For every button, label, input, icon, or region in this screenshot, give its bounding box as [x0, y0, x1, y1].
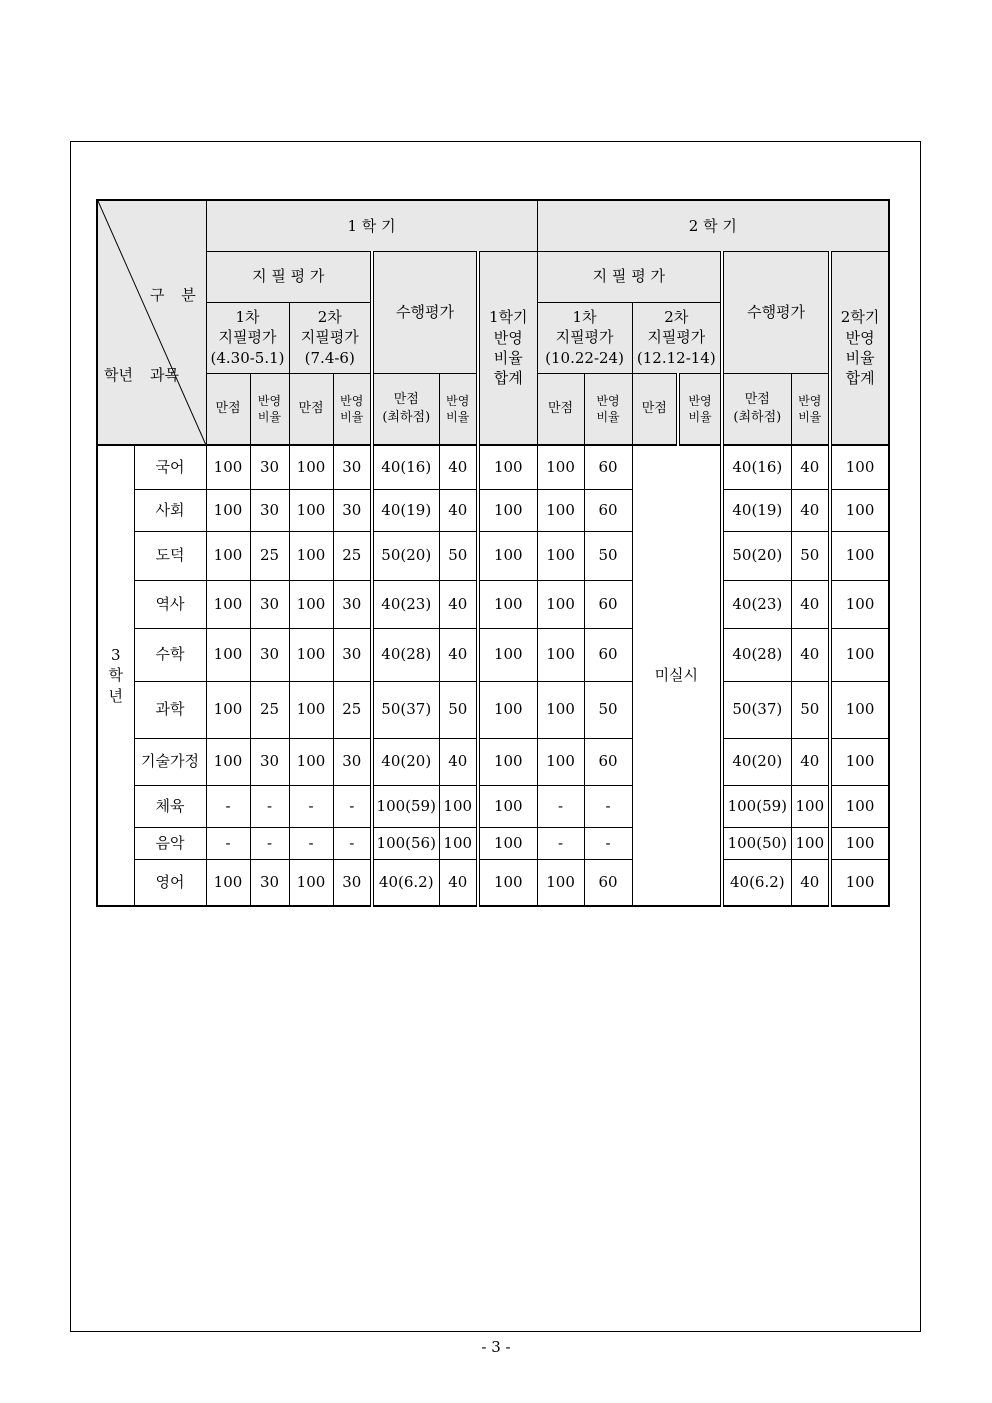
- subject-name: 체육: [134, 785, 206, 827]
- s2-exam1-header: 1차 지필평가 (10.22-24): [537, 302, 632, 373]
- s1-exam1-header: 1차 지필평가 (4.30-5.1): [206, 302, 289, 373]
- s2-written-header: 지 필 평 가: [537, 251, 722, 302]
- grade-label-char: 3: [110, 646, 121, 665]
- s2-total-header: 2학기 반영 비율 합계: [830, 251, 889, 445]
- s1-total-value: 100: [478, 827, 537, 859]
- s2-perf-ratio-value: 40: [791, 489, 830, 531]
- s1-perf-ratio-value: 40: [439, 580, 478, 628]
- s2-e1-full-value: 100: [537, 738, 584, 785]
- table-row: [97, 628, 889, 681]
- s1-e2-full-value: 100: [289, 580, 333, 628]
- s2-e1-ratio-value: 50: [584, 531, 632, 580]
- subject-name: 역사: [134, 580, 206, 628]
- s2-e1-ratio: 반영 비율: [584, 373, 632, 445]
- grade-label-char: 년: [108, 686, 123, 705]
- subject-name: 수학: [134, 628, 206, 681]
- s1-perf-ratio-value: 100: [439, 785, 478, 827]
- s1-e1-ratio-value: 30: [250, 738, 289, 785]
- table-row: [97, 489, 889, 531]
- s1-e2-full-value: -: [289, 785, 333, 827]
- s2-e1-ratio-value: 60: [584, 738, 632, 785]
- s2-perf-full-value: 40(23): [722, 580, 791, 628]
- s1-perf-ratio-value: 40: [439, 489, 478, 531]
- s1-e1-ratio-value: -: [250, 827, 289, 859]
- s1-perf-full-value: 100(59): [372, 785, 439, 827]
- s1-perf-ratio-value: 100: [439, 827, 478, 859]
- s1-e1-ratio: 반영 비율: [250, 373, 289, 445]
- s1-perf-ratio-value: 40: [439, 738, 478, 785]
- s2-perf-full-value: 50(37): [722, 681, 791, 738]
- s2-e1-ratio-value: 60: [584, 445, 632, 489]
- s1-total-value: 100: [478, 531, 537, 580]
- s2-perf-ratio-value: 50: [791, 531, 830, 580]
- s1-e1-ratio-value: 25: [250, 531, 289, 580]
- s1-perf-ratio: 반영 비율: [439, 373, 478, 445]
- s1-perf-ratio-value: 50: [439, 531, 478, 580]
- s1-e2-full-value: 100: [289, 531, 333, 580]
- s2-e1-full-value: 100: [537, 489, 584, 531]
- subject-name: 기술가정: [134, 738, 206, 785]
- s1-total-value: 100: [478, 785, 537, 827]
- s2-total-value: 100: [830, 681, 889, 738]
- s2-e1-ratio-value: 60: [584, 489, 632, 531]
- s2-e1-full-value: 100: [537, 859, 584, 906]
- s1-e1-full: 만점: [206, 373, 250, 445]
- diagonal-line: [98, 201, 206, 444]
- semester2-header: 2 학 기: [537, 200, 889, 251]
- s1-e2-ratio-value: -: [333, 785, 372, 827]
- s1-e2-full-value: 100: [289, 489, 333, 531]
- table-row: [97, 580, 889, 628]
- s1-perf-ratio-value: 40: [439, 628, 478, 681]
- s2-perf-full-value: 40(20): [722, 738, 791, 785]
- s2-e1-full-value: 100: [537, 580, 584, 628]
- s2-perf-full-value: 100(59): [722, 785, 791, 827]
- grade-ratio-table: [96, 199, 890, 907]
- s1-e1-full-value: 100: [206, 445, 250, 489]
- s1-perf-full-value: 50(20): [372, 531, 439, 580]
- s2-e1-ratio-value: 60: [584, 580, 632, 628]
- s1-e1-full-value: 100: [206, 859, 250, 906]
- s2-e1-ratio-value: -: [584, 785, 632, 827]
- s1-e1-full-value: 100: [206, 531, 250, 580]
- s2-perf-ratio: 반영 비율: [791, 373, 830, 445]
- s1-e1-ratio-value: 30: [250, 580, 289, 628]
- s1-perf-ratio-value: 40: [439, 859, 478, 906]
- table-row: [97, 785, 889, 827]
- semester1-header: 1 학 기: [206, 200, 537, 251]
- s1-e2-ratio-value: 30: [333, 859, 372, 906]
- s2-e1-full-value: 100: [537, 628, 584, 681]
- not-conducted-cell: 미실시: [632, 445, 722, 906]
- s2-perf-ratio-value: 40: [791, 859, 830, 906]
- s2-total-value: 100: [830, 628, 889, 681]
- s1-e2-full-value: 100: [289, 738, 333, 785]
- s2-total-value: 100: [830, 489, 889, 531]
- s2-performance-header: 수행평가: [722, 251, 830, 373]
- s1-perf-full-value: 40(20): [372, 738, 439, 785]
- subject-name: 도덕: [134, 531, 206, 580]
- s1-e2-full: 만점: [289, 373, 333, 445]
- s1-e2-full-value: 100: [289, 628, 333, 681]
- s1-perf-full-value: 40(6.2): [372, 859, 439, 906]
- page-number: - 3 -: [481, 1338, 511, 1356]
- subject-name: 음악: [134, 827, 206, 859]
- s2-e2-full: 만점: [632, 373, 678, 445]
- subject-label: 과목: [150, 366, 179, 384]
- s1-e2-ratio-value: -: [333, 827, 372, 859]
- s2-e1-full-value: 100: [537, 445, 584, 489]
- s2-e1-ratio-value: 60: [584, 859, 632, 906]
- s1-perf-full-value: 40(28): [372, 628, 439, 681]
- subject-name: 영어: [134, 859, 206, 906]
- s1-total-value: 100: [478, 681, 537, 738]
- s1-written-header: 지 필 평 가: [206, 251, 372, 302]
- s1-e2-ratio-value: 30: [333, 489, 372, 531]
- subject-name: 국어: [134, 445, 206, 489]
- table-row: [97, 445, 889, 489]
- s2-total-value: 100: [830, 738, 889, 785]
- s1-perf-ratio-value: 40: [439, 445, 478, 489]
- s1-perf-full-value: 40(16): [372, 445, 439, 489]
- s2-e1-ratio-value: -: [584, 827, 632, 859]
- s1-e1-ratio-value: -: [250, 785, 289, 827]
- s1-e2-ratio-value: 30: [333, 628, 372, 681]
- s1-exam2-header: 2차 지필평가 (7.4-6): [289, 302, 372, 373]
- s2-perf-full-value: 40(16): [722, 445, 791, 489]
- grade-label-char: 학: [108, 666, 123, 685]
- s2-total-value: 100: [830, 531, 889, 580]
- s2-perf-full-value: 50(20): [722, 531, 791, 580]
- s1-total-value: 100: [478, 445, 537, 489]
- s1-e1-ratio-value: 30: [250, 489, 289, 531]
- s1-e2-full-value: 100: [289, 681, 333, 738]
- grade-label: 학년: [104, 366, 133, 384]
- s2-perf-full-value: 100(50): [722, 827, 791, 859]
- s1-e2-full-value: 100: [289, 859, 333, 906]
- s2-total-value: 100: [830, 785, 889, 827]
- subject-name: 사회: [134, 489, 206, 531]
- s1-total-value: 100: [478, 580, 537, 628]
- s1-e1-ratio-value: 30: [250, 445, 289, 489]
- s1-e2-full-value: -: [289, 827, 333, 859]
- s2-e1-full-value: -: [537, 827, 584, 859]
- s2-total-value: 100: [830, 827, 889, 859]
- s2-e1-full-value: 100: [537, 531, 584, 580]
- s1-e2-full-value: 100: [289, 445, 333, 489]
- s2-total-value: 100: [830, 859, 889, 906]
- s1-performance-header: 수행평가: [372, 251, 478, 373]
- s2-perf-ratio-value: 40: [791, 738, 830, 785]
- s1-e1-full-value: 100: [206, 489, 250, 531]
- s1-total-header: 1학기 반영 비율 합계: [478, 251, 537, 445]
- gubun-label: 구 분: [150, 286, 202, 304]
- s2-perf-ratio-value: 40: [791, 628, 830, 681]
- s1-perf-ratio-value: 50: [439, 681, 478, 738]
- s2-perf-ratio-value: 40: [791, 445, 830, 489]
- s2-e1-full-value: -: [537, 785, 584, 827]
- s1-e2-ratio-value: 30: [333, 445, 372, 489]
- s2-e2-ratio: 반영 비율: [678, 373, 722, 445]
- s2-perf-full-value: 40(28): [722, 628, 791, 681]
- s1-perf-full-value: 40(19): [372, 489, 439, 531]
- s1-e1-full-value: -: [206, 827, 250, 859]
- s1-perf-full-value: 40(23): [372, 580, 439, 628]
- s1-e1-full-value: 100: [206, 580, 250, 628]
- table-row: [97, 859, 889, 906]
- s1-e1-ratio-value: 30: [250, 628, 289, 681]
- header-diagonal-cell: [97, 200, 206, 445]
- s1-total-value: 100: [478, 489, 537, 531]
- s1-e2-ratio-value: 25: [333, 681, 372, 738]
- s1-e1-full-value: 100: [206, 738, 250, 785]
- table-row: [97, 681, 889, 738]
- s1-e1-ratio-value: 25: [250, 681, 289, 738]
- s1-e1-full-value: 100: [206, 681, 250, 738]
- s2-exam2-header: 2차 지필평가 (12.12-14): [632, 302, 722, 373]
- s2-e1-full: 만점: [537, 373, 584, 445]
- s1-e2-ratio-value: 25: [333, 531, 372, 580]
- s1-total-value: 100: [478, 859, 537, 906]
- s2-e1-ratio-value: 60: [584, 628, 632, 681]
- s1-perf-full-value: 50(37): [372, 681, 439, 738]
- s1-e1-full-value: -: [206, 785, 250, 827]
- s2-e1-ratio-value: 50: [584, 681, 632, 738]
- s1-total-value: 100: [478, 738, 537, 785]
- s2-e1-full-value: 100: [537, 681, 584, 738]
- s1-e1-ratio-value: 30: [250, 859, 289, 906]
- s1-total-value: 100: [478, 628, 537, 681]
- s1-e2-ratio-value: 30: [333, 738, 372, 785]
- table-row: [97, 531, 889, 580]
- s1-perf-full-value: 100(56): [372, 827, 439, 859]
- s1-e2-ratio: 반영 비율: [333, 373, 372, 445]
- grade-3-cell: [97, 445, 134, 906]
- s2-perf-ratio-value: 40: [791, 580, 830, 628]
- s2-total-value: 100: [830, 445, 889, 489]
- s2-perf-full-value: 40(6.2): [722, 859, 791, 906]
- table-row: [97, 827, 889, 859]
- s2-perf-ratio-value: 50: [791, 681, 830, 738]
- s1-perf-full: 만점 (최하점): [372, 373, 439, 445]
- table-row: [97, 738, 889, 785]
- s2-perf-full: 만점 (최하점): [722, 373, 791, 445]
- s2-total-value: 100: [830, 580, 889, 628]
- s2-perf-ratio-value: 100: [791, 785, 830, 827]
- subject-name: 과학: [134, 681, 206, 738]
- s1-e2-ratio-value: 30: [333, 580, 372, 628]
- s2-perf-ratio-value: 100: [791, 827, 830, 859]
- s1-e1-full-value: 100: [206, 628, 250, 681]
- s2-perf-full-value: 40(19): [722, 489, 791, 531]
